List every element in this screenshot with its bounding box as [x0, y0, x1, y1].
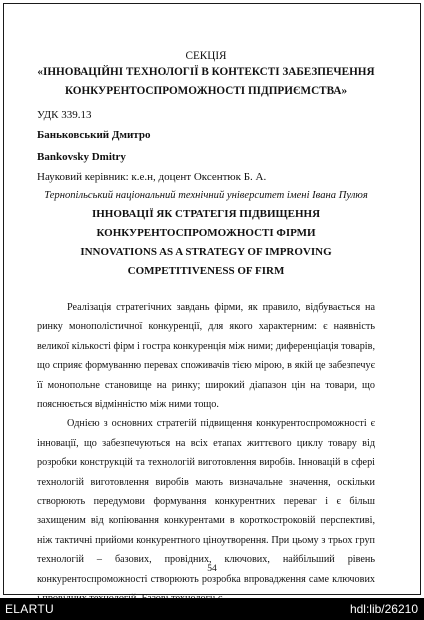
- repository-footer: [0, 598, 424, 620]
- document-content: [37, 50, 375, 609]
- paper-title-en-line2: COMPETITIVENESS OF FIRM: [127, 265, 285, 277]
- body-text: [37, 298, 375, 609]
- repository-name: ELARTU: [5, 602, 54, 616]
- paragraph: Однією з основних стратегій підвищення конкурентоспроможності є інновації, що забезпечуються на всіх етапах життєвого циклу товару від розробки конструкцій та технологій виготовлення виробів. Інновацій в сфері технологій виготовлення виробів мають визначальне значення, оскільки створюють передумови формування конкурентних переваг і є більш захищеним від копіювання конкурентами в короткостроковій перспективі, ніж тактичні прийоми конкурентного ціноутворення. При цьому з трьох груп технологій – базових, провідних, ключових, найбільший рівень конкурентоспроможності створюють розробка впровадження саме ключових: [37, 418, 375, 585]
- affiliation: Тернопільський національний технічний університет імені Івана Пулюя: [44, 190, 368, 201]
- section-label: СЕКЦІЯ: [185, 50, 227, 62]
- scientific-supervisor: Науковий керівник: к.е.н, доцент Оксентюк Б. А.: [37, 171, 267, 183]
- paper-title-en-line1: INNOVATIONS AS A STRATEGY OF IMPROVING: [80, 246, 332, 258]
- author-name-en: Bankovsky Dmitry: [37, 151, 126, 163]
- section-title-line1: «ІННОВАЦІЙНІ ТЕХНОЛОГІЇ В КОНТЕКСТІ ЗАБЕЗПЕЧЕННЯ: [37, 66, 375, 78]
- section-title-line2: КОНКУРЕНТОСПРОМОЖНОСТІ ПІДПРИЄМСТВА»: [64, 85, 348, 97]
- paragraph: Реалізація стратегічних завдань фірми, як правило, відбувається на ринку монополістичної конкуренції, для якого характерним: є наявність великої кількості фірм і гостра конкуренція між ними; диференціація товарів, що сприяє формуванню перевах споживачів тією мірою, в якій це забезпечує її монопольне становище на ринку; широкий діапазон цін на товари, що пояснюється відмінністю між ними тощо.: [37, 302, 375, 411]
- page-number: 54: [207, 564, 217, 574]
- handle-identifier: hdl:lib/26210: [349, 602, 418, 616]
- author-name-ua: Баньковський Дмитро: [37, 129, 151, 141]
- udk-code: УДК 339.13: [37, 109, 92, 121]
- paper-title-ua-line2: КОНКУРЕНТОСПРОМОЖНОСТІ ФІРМИ: [96, 227, 316, 239]
- paper-title-ua-line1: ІННОВАЦІЇ ЯК СТРАТЕГІЯ ПІДВИЩЕННЯ: [91, 208, 321, 220]
